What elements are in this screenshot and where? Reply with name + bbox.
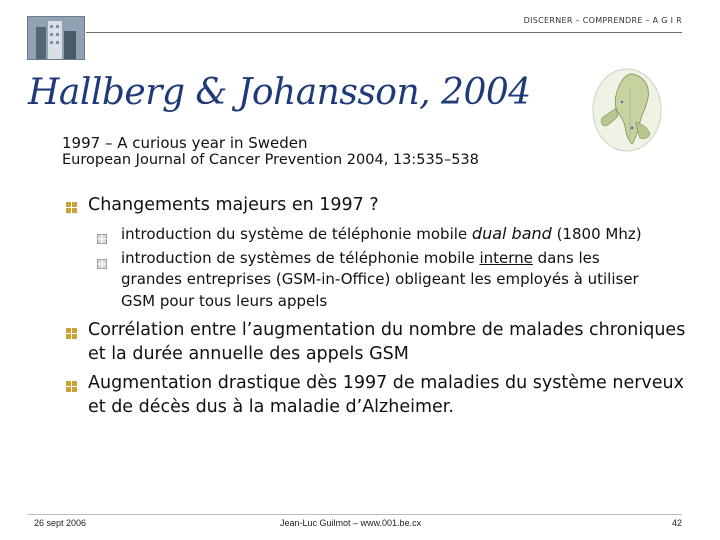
small-square-bullet-icon (97, 254, 107, 264)
square-bullet-icon (66, 377, 77, 388)
bullet-correlation: Corrélation entre l’augmentation du nombre de malades chroniques (88, 320, 686, 340)
scandinavia-map-icon (592, 68, 662, 152)
logo-image (27, 16, 85, 60)
sub-bullet-gsm-in-office-line3: GSM pour tous leurs appels (121, 292, 328, 310)
small-square-bullet-icon (97, 229, 107, 239)
bullet-nervous-system-line2: et de décès dus à la maladie d’Alzheimer. (88, 397, 454, 417)
slide-title: Hallberg & Johansson, 2004 (28, 72, 531, 113)
reference-journal: European Journal of Cancer Prevention 2004, 13:535–538 (62, 152, 479, 168)
square-bullet-icon (66, 324, 77, 335)
header-tagline: DISCERNER – COMPRENDRE – A G I R (523, 16, 682, 25)
page-number: 42 (671, 518, 682, 528)
footer-author: Jean-Luc Guilmot – www.001.be.cx (280, 518, 422, 528)
sub-bullet-dual-band: introduction du système de téléphonie mobile dual band (1800 Mhz) (121, 224, 642, 243)
bullet-changes-1997: Changements majeurs en 1997 ? (88, 195, 379, 215)
reference-title: 1997 – A curious year in Sweden (62, 134, 308, 152)
sub-bullet-gsm-in-office-line2: grandes entreprises (GSM-in-Office) obligeant les employés à utiliser (121, 270, 639, 288)
footer-date: 26 sept 2006 (34, 518, 87, 528)
bullet-nervous-system: Augmentation drastique dès 1997 de maladies du système nerveux (88, 373, 684, 393)
sub-bullet-gsm-in-office: introduction de systèmes de téléphonie mobile interne dans les (121, 249, 600, 267)
square-bullet-icon (66, 198, 77, 209)
bullet-correlation-line2: et la durée annuelle des appels GSM (88, 344, 409, 364)
footer-divider (27, 514, 682, 515)
header-divider (86, 32, 682, 33)
